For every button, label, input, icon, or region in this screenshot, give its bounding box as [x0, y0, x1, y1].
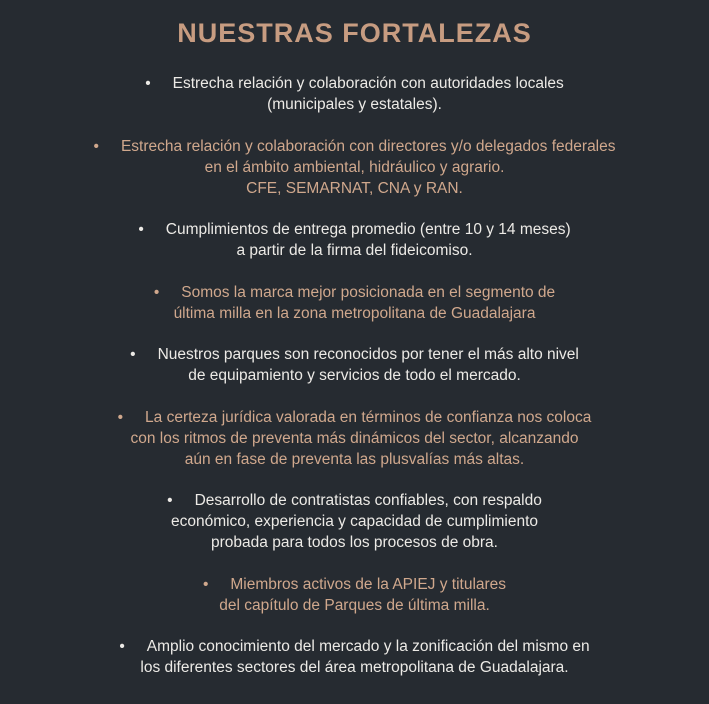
strength-item-4: [0, 282, 709, 324]
strength-5-line-2: de equipamiento y servicios de todo el mercado.: [188, 367, 521, 384]
strength-6-line-2: con los ritmos de preventa más dinámicos del sector, alcanzando: [130, 429, 579, 447]
strength-8-line-2: del capítulo de Parques de última milla.: [219, 596, 490, 614]
bullet-icon: •: [202, 575, 209, 593]
strength-1-line-1: Estrecha relación y colaboración con autoridades locales: [172, 75, 564, 92]
strength-3-line-2: a partir de la firma del fideicomiso.: [236, 242, 473, 259]
strength-4-line-1: Somos la marca mejor posicionada en el segmento de: [181, 283, 556, 301]
strength-6-line-1: La certeza jurídica valorada en términos de confianza nos coloca: [145, 408, 592, 426]
bullet-icon: •: [130, 346, 136, 363]
strength-2-line-2: en el ámbito ambiental, hidráulico y agrario.: [204, 158, 505, 176]
bullet-icon: •: [93, 137, 99, 155]
bullet-icon: •: [119, 638, 125, 655]
bullet-icon: •: [145, 75, 151, 92]
strength-7-line-3: probada para todos los procesos de obra.: [211, 534, 498, 551]
strength-2-line-3: CFE, SEMARNAT, CNA y RAN.: [246, 179, 463, 197]
strength-3-line-1: Cumplimientos de entrega promedio (entre 10 y 14 meses): [165, 221, 571, 238]
strength-item-1: [0, 73, 709, 115]
strength-item-6: [0, 407, 709, 470]
bullet-icon: •: [117, 408, 124, 426]
bullet-icon: •: [167, 492, 173, 509]
bullet-icon: •: [153, 283, 160, 301]
strength-7-line-2: económico, experiencia y capacidad de cumplimiento: [170, 513, 539, 530]
strength-7-line-1: Desarrollo de contratistas confiables, con respaldo: [194, 492, 542, 509]
strength-9-line-2: los diferentes sectores del área metropolitana de Guadalajara.: [140, 659, 569, 676]
strength-9-line-1: Amplio conocimiento del mercado y la zonificación del mismo en: [146, 638, 590, 655]
strength-2-line-1: Estrecha relación y colaboración con directores y/o delegados federales: [120, 137, 616, 155]
strength-item-5: [0, 344, 709, 386]
strengths-list: [0, 73, 709, 699]
page-title: NUESTRAS FORTALEZAS: [177, 18, 532, 48]
bullet-icon: •: [138, 221, 144, 238]
strength-item-8: [0, 574, 709, 616]
strength-item-2: [0, 136, 709, 199]
strength-4-line-2: última milla en la zona metropolitana de Guadalajara: [173, 304, 536, 322]
strength-item-7: [0, 490, 709, 553]
strength-1-line-2: (municipales y estatales).: [267, 96, 442, 113]
strength-item-3: [0, 219, 709, 261]
strength-5-line-1: Nuestros parques son reconocidos por tener el más alto nivel: [157, 346, 579, 363]
strength-6-line-3: aún en fase de preventa las plusvalías más altas.: [184, 450, 525, 468]
strength-8-line-1: Miembros activos de la APIEJ y titulares: [230, 575, 507, 593]
strength-item-9: [0, 636, 709, 678]
